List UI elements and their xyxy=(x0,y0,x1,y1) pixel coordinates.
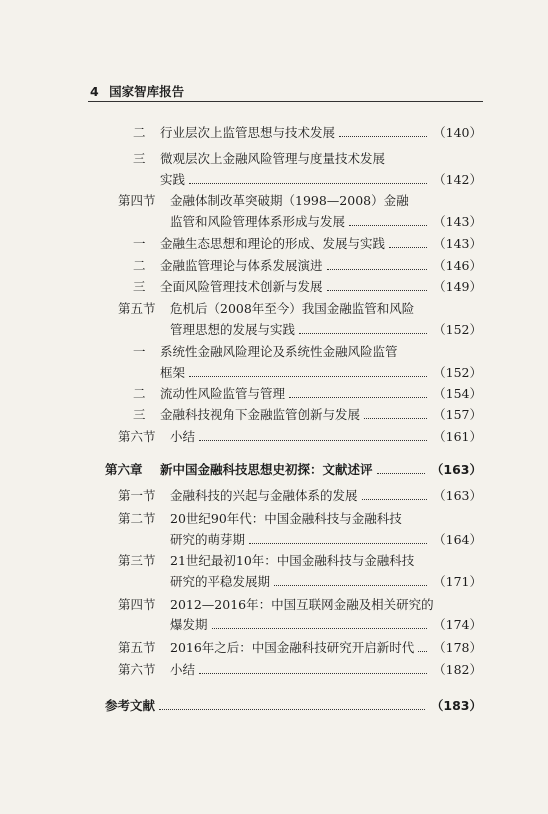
dot-leader xyxy=(249,543,427,544)
toc-entry-leader-page xyxy=(185,170,482,190)
dot-leader xyxy=(199,440,427,441)
toc-entry-title: 金融科技的兴起与金融体系的发展 xyxy=(170,488,358,503)
dot-leader xyxy=(364,418,427,419)
toc-entry xyxy=(0,320,548,340)
toc-entry-title: 金融科技视角下金融监管创新与发展 xyxy=(160,407,361,422)
toc-entry-leader-page xyxy=(285,384,482,404)
toc-entry-page: （163） xyxy=(430,462,482,477)
toc-entry-leader-page xyxy=(208,615,482,635)
toc-entry-page: （182） xyxy=(433,662,482,677)
toc-entry-leader-page xyxy=(414,638,482,658)
toc-entry-leader-page xyxy=(373,460,482,480)
toc-entry-page: （157） xyxy=(433,407,482,422)
dot-leader xyxy=(339,136,427,137)
toc-entry-leader-page xyxy=(270,572,482,592)
toc-entry-title: 管理思想的发展与实践 xyxy=(170,322,296,337)
toc-entry-title: 小结 xyxy=(170,662,196,677)
toc-entry-title: 金融监管理论与体系发展演进 xyxy=(160,258,323,273)
toc-entry-title: 金融体制改革突破期（1998—2008）金融 xyxy=(170,193,409,208)
toc-entry-page: （152） xyxy=(433,322,482,337)
toc-entry xyxy=(0,234,548,254)
toc-entry xyxy=(0,212,548,232)
toc-entry-leader-page xyxy=(155,696,482,716)
dot-leader xyxy=(189,183,427,184)
toc-entry-number: 三 xyxy=(133,407,146,422)
toc-entry-title: 微观层次上金融风险管理与度量技术发展 xyxy=(160,151,386,166)
toc-entry xyxy=(0,660,548,680)
toc-entry-leader-page xyxy=(195,427,482,447)
toc-entry-page: （143） xyxy=(433,214,482,229)
toc-entry-number: 二 xyxy=(133,386,146,401)
dot-leader xyxy=(327,290,428,291)
toc-entry-title: 监管和风险管理体系形成与发展 xyxy=(170,214,346,229)
toc-entry xyxy=(0,427,548,447)
toc-entry-leader-page xyxy=(385,234,482,254)
toc-entry-title: 行业层次上监管思想与技术发展 xyxy=(160,125,336,140)
toc-entry-number: 第五节 xyxy=(118,640,156,655)
toc-entry-title: 全面风险管理技术创新与发展 xyxy=(160,279,323,294)
toc-entry-title: 危机后（2008年至今）我国金融监管和风险 xyxy=(170,301,415,316)
toc-entry-number: 第三节 xyxy=(118,553,156,568)
toc-entry-number: 第六节 xyxy=(118,662,156,677)
toc-entry-page: （143） xyxy=(433,236,482,251)
toc-entry xyxy=(0,551,548,571)
toc-entry xyxy=(0,170,548,190)
toc-entry-title: 20世纪90年代：中国金融科技与金融科技 xyxy=(170,511,402,526)
toc-entry-title: 小结 xyxy=(170,429,196,444)
toc-entry-title: 2012—2016年：中国互联网金融及相关研究的 xyxy=(170,597,434,612)
toc-entry xyxy=(0,615,548,635)
toc-entry-title: 框架 xyxy=(160,365,186,380)
dot-leader xyxy=(189,376,427,377)
toc-entry xyxy=(0,572,548,592)
toc-entry-title: 金融生态思想和理论的形成、发展与实践 xyxy=(160,236,386,251)
toc-entry-page: （140） xyxy=(433,125,482,140)
toc-entry-leader-page xyxy=(185,363,482,383)
toc-entry-page: （183） xyxy=(430,698,482,713)
toc-entry-page: （178） xyxy=(433,640,482,655)
toc-entry xyxy=(0,696,548,716)
toc-entry-leader-page xyxy=(245,530,482,550)
dot-leader xyxy=(362,499,428,500)
toc-entry-number: 二 xyxy=(133,258,146,273)
toc-entry-number: 三 xyxy=(133,151,146,166)
toc-entry xyxy=(0,486,548,506)
dot-leader xyxy=(389,247,427,248)
toc-entry xyxy=(0,638,548,658)
toc-entry xyxy=(0,509,548,529)
toc-entry-leader-page xyxy=(345,212,482,232)
dot-leader xyxy=(199,673,427,674)
toc-entry-leader-page xyxy=(358,486,482,506)
toc-entry xyxy=(0,363,548,383)
page-number: 4 xyxy=(90,84,99,99)
toc-entry-page: （171） xyxy=(433,574,482,589)
toc-entry-leader-page xyxy=(323,256,482,276)
toc-entry-leader-page xyxy=(360,405,482,425)
toc-entry-number: 第二节 xyxy=(118,511,156,526)
toc-entry-title: 新中国金融科技思想史初探：文献述评 xyxy=(160,462,373,477)
toc-entry xyxy=(0,191,548,211)
dot-leader xyxy=(349,225,427,226)
toc-entry xyxy=(0,256,548,276)
dot-leader xyxy=(212,628,428,629)
toc-entry-number: 三 xyxy=(133,279,146,294)
toc-entry-leader-page xyxy=(295,320,482,340)
toc-entry-title: 研究的平稳发展期 xyxy=(170,574,271,589)
toc-entry xyxy=(0,384,548,404)
toc-entry-number: 第四节 xyxy=(118,193,156,208)
dot-leader xyxy=(377,473,425,474)
toc-entry-page: （146） xyxy=(433,258,482,273)
toc-entry-page: （142） xyxy=(433,172,482,187)
toc-entry-leader-page xyxy=(195,660,482,680)
running-header xyxy=(90,82,480,100)
toc-entry-title: 流动性风险监管与管理 xyxy=(160,386,286,401)
toc-entry xyxy=(0,595,548,615)
toc-entry xyxy=(0,342,548,362)
toc-entry-leader-page xyxy=(335,123,482,143)
dot-leader xyxy=(159,709,425,710)
toc-entry-page: （149） xyxy=(433,279,482,294)
toc-entry-number: 二 xyxy=(133,125,146,140)
toc-entry-number: 第六章 xyxy=(105,462,143,477)
book-title: 国家智库报告 xyxy=(109,84,185,99)
toc-entry-page: （174） xyxy=(433,617,482,632)
toc-entry xyxy=(0,460,548,480)
toc-entry-title: 爆发期 xyxy=(170,617,208,632)
toc-entry xyxy=(0,530,548,550)
toc-entry-title: 实践 xyxy=(160,172,186,187)
toc-entry-leader-page xyxy=(323,277,482,297)
toc-entry xyxy=(0,149,548,169)
dot-leader xyxy=(274,585,427,586)
toc-entry-page: （163） xyxy=(433,488,482,503)
toc-entry-page: （164） xyxy=(433,532,482,547)
toc-entry-title: 参考文献 xyxy=(105,698,156,713)
dot-leader xyxy=(418,651,427,652)
toc-entry-page: （152） xyxy=(433,365,482,380)
toc-entry-number: 第一节 xyxy=(118,488,156,503)
toc-entry-number: 第四节 xyxy=(118,597,156,612)
toc-entry xyxy=(0,405,548,425)
toc-entry-number: 一 xyxy=(133,344,146,359)
toc-entry-title: 研究的萌芽期 xyxy=(170,532,246,547)
toc-entry xyxy=(0,123,548,143)
toc-entry-number: 第五节 xyxy=(118,301,156,316)
dot-leader xyxy=(299,333,427,334)
toc-entry xyxy=(0,277,548,297)
toc-entry-number: 一 xyxy=(133,236,146,251)
toc-entry-number: 第六节 xyxy=(118,429,156,444)
dot-leader xyxy=(289,397,427,398)
header-rule xyxy=(88,101,483,102)
dot-leader xyxy=(327,269,428,270)
toc-entry xyxy=(0,299,548,319)
toc-entry-page: （154） xyxy=(433,386,482,401)
toc-entry-title: 2016年之后：中国金融科技研究开启新时代 xyxy=(170,640,415,655)
toc-entry-page: （161） xyxy=(433,429,482,444)
toc-entry-title: 系统性金融风险理论及系统性金融风险监管 xyxy=(160,344,398,359)
toc-entry-title: 21世纪最初10年：中国金融科技与金融科技 xyxy=(170,553,415,568)
